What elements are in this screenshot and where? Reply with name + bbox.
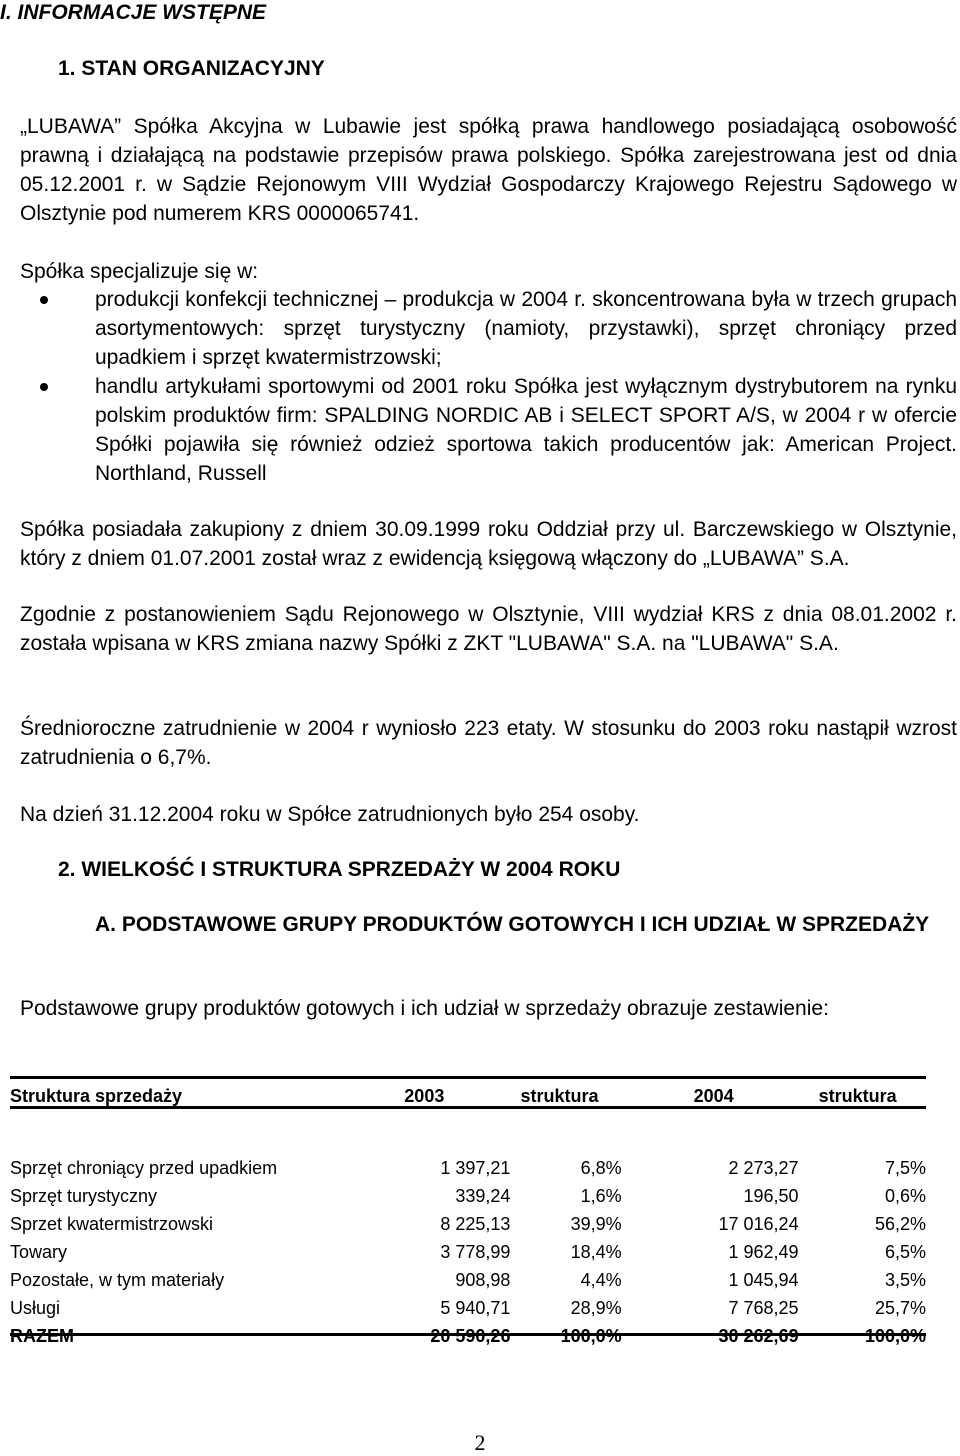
list-item <box>20 372 957 488</box>
cell-2004: 196,50 <box>743 1185 799 1206</box>
table-header-row <box>10 1076 926 1112</box>
cell-total-label <box>10 1322 404 1350</box>
cell-group: Pozostałe, w tym materiały <box>10 1269 225 1290</box>
specialization-intro: Spółka specjalizuje się w: <box>20 260 259 283</box>
cell-share-2003: 6,8% <box>580 1157 622 1178</box>
header-struktura-2003: struktura <box>520 1085 599 1106</box>
court-paragraph: Zgodnie z postanowieniem Sądu Rejonowego w Olsztynie, VIII wydział KRS z dnia 08.01.2002 r. została wpisana w KRS zmiana nazwy Spółki z ZKT "LUBAWA" S.A. na "LUBAWA" S.A. <box>20 603 957 655</box>
employees-paragraph: Na dzień 31.12.2004 roku w Spółce zatrudnionych było 254 osoby. <box>20 803 640 826</box>
cell-share-2004: 6,5% <box>884 1241 926 1262</box>
cell-total-2003 <box>404 1322 510 1350</box>
subheading-product-groups: A. PODSTAWOWE GRUPY PRODUKTÓW GOTOWYCH I ICH UDZIAŁ W SPRZEDAŻY <box>95 913 930 936</box>
cell-group: Sprzet kwatermistrzowski <box>10 1213 214 1234</box>
table-row <box>10 1266 926 1294</box>
sales-structure-table <box>10 1076 926 1350</box>
cell-2004: 1 045,94 <box>728 1269 799 1290</box>
bullet-icon <box>40 383 48 391</box>
cell-share-2004: 0,6% <box>884 1185 926 1206</box>
cell-share-2003: 4,4% <box>580 1269 622 1290</box>
header-2004: 2004 <box>693 1085 734 1106</box>
cell-total-2004 <box>622 1322 799 1350</box>
table-row <box>10 1294 926 1322</box>
table-intro-paragraph: Podstawowe grupy produktów gotowych i ich udział w sprzedaży obrazuje zestawienie: <box>20 997 829 1020</box>
cell-total-share-2003 <box>510 1322 621 1350</box>
branch-paragraph: Spółka posiadała zakupiony z dniem 30.09.1999 roku Oddział przy ul. Barczewskiego w Olsztynie, który z dniem 01.07.2001 został wraz z ewidencją księgową włączony do „LUBAWA” S.A. <box>20 518 957 570</box>
bullet-icon <box>40 296 48 304</box>
intro-paragraph: „LUBAWA” Spółka Akcyjna w Lubawie jest spółką prawa handlowego posiadającą osobowość prawną i działającą na podstawie przepisów prawa polskiego. Spółka zarejestrowana jest od dnia 05.12.2001 r. w Sądzie Rejonowym VIII Wydział Gospodarczy Krajowego Rejestru Sądowego w Olsztynie pod numerem KRS 0000065741. <box>20 115 957 225</box>
list-item-text: handlu artykułami sportowymi od 2001 roku Spółka jest wyłącznym dystrybutorem na rynku polskim produktów firm: SPALDING NORDIC AB i SELECT SPORT A/S, w 2004 r w ofercie Spółki pojawiła się również odzież sportowa takich producentów jak: American Project. Northland, Russell <box>95 375 957 485</box>
cell-share-2004: 7,5% <box>884 1157 926 1178</box>
header-struktura-sprzedazy: Struktura sprzedaży <box>10 1085 183 1106</box>
table-row <box>10 1182 926 1210</box>
cell-group: Usługi <box>10 1297 61 1318</box>
cell-group: Sprzęt turystyczny <box>10 1185 158 1206</box>
heading-wielkosc-sprzedazy: 2. WIELKOŚĆ I STRUKTURA SPRZEDAŻY W 2004 ROKU <box>58 858 621 881</box>
heading-stan-organizacyjny: 1. STAN ORGANIZACYJNY <box>58 57 325 80</box>
specialization-list <box>20 285 957 488</box>
cell-2003: 3 778,99 <box>440 1241 511 1262</box>
cell-share-2003: 28,9% <box>570 1297 622 1318</box>
header-struktura-2004: struktura <box>818 1085 897 1106</box>
cell-share-2004: 56,2% <box>874 1213 926 1234</box>
cell-group: Sprzęt chroniący przed upadkiem <box>10 1157 278 1178</box>
cell-2003: 339,24 <box>455 1185 511 1206</box>
cell-share-2004: 3,5% <box>884 1269 926 1290</box>
cell-group: Towary <box>10 1241 68 1262</box>
table-row <box>10 1238 926 1266</box>
cell-2003: 908,98 <box>455 1269 511 1290</box>
table-total-row <box>10 1322 926 1350</box>
cell-2003: 5 940,71 <box>440 1297 511 1318</box>
table-bottom-rule <box>10 1333 926 1336</box>
page-number: 2 <box>474 1430 486 1455</box>
list-item-text: produkcji konfekcji technicznej – produkcja w 2004 r. skoncentrowana była w trzech grupach asortymentowych: sprzęt turystyczny (namioty, przystawki), sprzęt chroniący przed upadkiem i sprzęt kwatermistrzowski; <box>95 288 957 369</box>
cell-2003: 8 225,13 <box>440 1213 511 1234</box>
employment-paragraph: Średnioroczne zatrudnienie w 2004 r wyniosło 223 etaty. W stosunku do 2003 roku nastąpił wzrost zatrudnienia o 6,7%. <box>20 717 957 769</box>
cell-2004: 2 273,27 <box>728 1157 799 1178</box>
table-row <box>10 1154 926 1182</box>
cell-share-2003: 1,6% <box>580 1185 622 1206</box>
list-item <box>20 285 957 372</box>
table-row <box>10 1210 926 1238</box>
cell-2004: 1 962,49 <box>728 1241 799 1262</box>
cell-share-2003: 39,9% <box>570 1213 622 1234</box>
cell-2004: 17 016,24 <box>718 1213 799 1234</box>
cell-total-share-2004 <box>799 1322 926 1350</box>
cell-share-2004: 25,7% <box>874 1297 926 1318</box>
header-2003: 2003 <box>404 1085 445 1106</box>
cell-share-2003: 18,4% <box>570 1241 622 1262</box>
cell-2003: 1 397,21 <box>440 1157 511 1178</box>
section-title: I. INFORMACJE WSTĘPNE <box>0 1 267 24</box>
cell-2004: 7 768,25 <box>728 1297 799 1318</box>
